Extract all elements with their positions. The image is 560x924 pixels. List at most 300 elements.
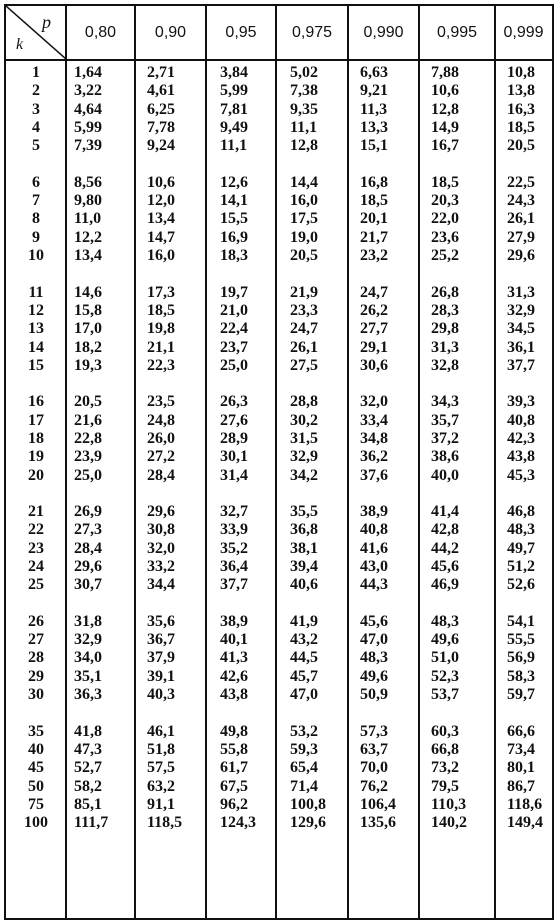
value-cell: 35,5 (290, 503, 318, 520)
value-cell: 18,5 (147, 301, 175, 319)
value-cell: 44,2 (431, 539, 459, 557)
table-row (6, 339, 552, 357)
row-k-cell: 25 (28, 576, 44, 594)
value-cell: 30,1 (220, 448, 248, 466)
corner-label-p: p (42, 12, 51, 32)
value-cell: 34,4 (147, 576, 175, 594)
table-row (6, 649, 552, 667)
value-cell: 29,6 (147, 503, 175, 520)
table-row (6, 467, 552, 485)
value-cell: 19,7 (220, 283, 248, 301)
row-k-cell: 20 (28, 466, 44, 484)
value-cell: 67,5 (220, 777, 248, 795)
value-cell: 37,7 (507, 356, 535, 374)
value-cell: 28,4 (74, 539, 102, 557)
value-cell: 33,4 (360, 411, 388, 429)
table-row (6, 540, 552, 558)
value-cell: 17,5 (290, 210, 318, 228)
value-cell: 32,7 (220, 503, 248, 520)
row-k-cell: 2 (32, 82, 40, 100)
value-cell: 20,1 (360, 210, 388, 228)
value-cell: 12,2 (74, 228, 102, 246)
value-cell: 11,1 (290, 119, 318, 137)
value-cell: 21,6 (74, 411, 102, 429)
value-cell: 49,6 (431, 631, 459, 649)
value-cell: 30,8 (147, 521, 175, 539)
corner-diagonal (6, 6, 66, 59)
row-k-cell: 40 (28, 740, 44, 758)
value-cell: 61,7 (220, 759, 248, 777)
value-cell: 40,0 (431, 466, 459, 484)
value-cell: 54,1 (507, 612, 535, 630)
value-cell: 7,88 (431, 64, 459, 81)
table-row (6, 412, 552, 430)
value-cell: 12,8 (431, 100, 459, 118)
value-cell: 31,5 (290, 429, 318, 447)
value-cell: 4,61 (147, 82, 175, 100)
value-cell: 38,9 (360, 503, 388, 520)
value-cell: 52,7 (74, 759, 102, 777)
value-cell: 66,8 (431, 740, 459, 758)
value-cell: 34,3 (431, 393, 459, 411)
table-row (6, 101, 552, 119)
value-cell: 39,4 (290, 558, 318, 576)
value-cell: 39,3 (507, 393, 535, 411)
value-cell: 49,8 (220, 722, 248, 740)
value-cell: 12,0 (147, 192, 175, 210)
value-cell: 57,5 (147, 759, 175, 777)
value-cell: 52,6 (507, 576, 535, 594)
value-cell: 13,4 (74, 247, 102, 265)
row-k-cell: 26 (28, 612, 44, 630)
row-k-cell: 18 (28, 429, 44, 447)
row-k-cell: 10 (28, 247, 44, 265)
value-cell: 50,9 (360, 686, 388, 704)
value-cell: 41,3 (220, 649, 248, 667)
row-k-cell: 27 (28, 631, 44, 649)
value-cell: 65,4 (290, 759, 318, 777)
value-cell: 20,5 (74, 393, 102, 411)
value-cell: 18,5 (507, 119, 535, 137)
value-cell: 18,3 (220, 247, 248, 265)
value-cell: 7,78 (147, 119, 175, 137)
table-row (6, 631, 552, 649)
value-cell: 53,7 (431, 686, 459, 704)
value-cell: 36,4 (220, 558, 248, 576)
value-cell: 8,56 (74, 173, 102, 191)
value-cell: 45,6 (431, 558, 459, 576)
value-cell: 18,5 (431, 173, 459, 191)
value-cell: 13,3 (360, 119, 388, 137)
value-cell: 32,9 (507, 301, 535, 319)
value-cell: 47,0 (290, 686, 318, 704)
header-cell: 0,975 (291, 24, 333, 41)
value-cell: 29,6 (74, 558, 102, 576)
row-k-cell: 11 (28, 283, 44, 301)
value-cell: 29,8 (431, 320, 459, 338)
value-cell: 44,5 (290, 649, 318, 667)
value-cell: 31,3 (507, 283, 535, 301)
table-row (6, 229, 552, 247)
value-cell: 11,0 (74, 210, 102, 228)
value-cell: 40,1 (220, 631, 248, 649)
value-cell: 31,3 (431, 338, 459, 356)
value-cell: 14,9 (431, 119, 459, 137)
value-cell: 30,7 (74, 576, 102, 594)
table-row (6, 137, 552, 155)
value-cell: 22,3 (147, 356, 175, 374)
value-cell: 18,5 (360, 192, 388, 210)
table-row (6, 613, 552, 631)
table-row (6, 723, 552, 741)
value-cell: 23,2 (360, 247, 388, 265)
value-cell: 21,7 (360, 228, 388, 246)
value-cell: 129,6 (290, 814, 326, 832)
value-cell: 30,2 (290, 411, 318, 429)
table-row (6, 210, 552, 228)
value-cell: 17,3 (147, 283, 175, 301)
value-cell: 20,3 (431, 192, 459, 210)
value-cell: 14,6 (74, 283, 102, 301)
value-cell: 40,8 (360, 521, 388, 539)
row-k-cell: 19 (28, 448, 44, 466)
value-cell: 12,8 (290, 137, 318, 155)
corner-label-k: k (16, 36, 24, 53)
value-cell: 53,2 (290, 722, 318, 740)
value-cell: 135,6 (360, 814, 396, 832)
header-cell: 0,80 (84, 24, 117, 41)
row-k-cell: 21 (28, 503, 44, 520)
value-cell: 85,1 (74, 795, 102, 813)
table-row (6, 64, 552, 82)
value-cell: 16,0 (147, 247, 175, 265)
value-cell: 10,6 (431, 82, 459, 100)
table-row (6, 521, 552, 539)
value-cell: 21,9 (290, 283, 318, 301)
value-cell: 110,3 (431, 795, 467, 813)
value-cell: 36,2 (360, 448, 388, 466)
row-k-cell: 35 (28, 722, 44, 740)
table-row (6, 778, 552, 796)
table-row (6, 430, 552, 448)
value-cell: 30,6 (360, 356, 388, 374)
value-cell: 79,5 (431, 777, 459, 795)
value-cell: 36,7 (147, 631, 175, 649)
value-cell: 37,6 (360, 466, 388, 484)
value-cell: 41,8 (74, 722, 102, 740)
value-cell: 24,7 (360, 283, 388, 301)
value-cell: 9,35 (290, 100, 318, 118)
value-cell: 28,4 (147, 466, 175, 484)
value-cell: 31,8 (74, 612, 102, 630)
value-cell: 9,24 (147, 137, 175, 155)
value-cell: 35,6 (147, 612, 175, 630)
value-cell: 19,3 (74, 356, 102, 374)
value-cell: 23,9 (74, 448, 102, 466)
value-cell: 45,7 (290, 667, 318, 685)
value-cell: 29,6 (507, 247, 535, 265)
value-cell: 60,3 (431, 722, 459, 740)
row-k-cell: 28 (28, 649, 44, 667)
table-row (6, 558, 552, 576)
row-k-cell: 16 (28, 393, 44, 411)
row-k-cell: 4 (32, 119, 40, 137)
value-cell: 70,0 (360, 759, 388, 777)
value-cell: 25,0 (220, 356, 248, 374)
value-cell: 111,7 (74, 814, 109, 832)
row-k-cell: 6 (32, 173, 40, 191)
value-cell: 14,1 (220, 192, 248, 210)
value-cell: 14,4 (290, 173, 318, 191)
value-cell: 34,0 (74, 649, 102, 667)
value-cell: 3,84 (220, 64, 248, 81)
value-cell: 5,99 (220, 82, 248, 100)
header-cell: 0,90 (154, 24, 187, 41)
value-cell: 22,8 (74, 429, 102, 447)
value-cell: 45,3 (507, 466, 535, 484)
table-row (6, 82, 552, 100)
value-cell: 29,1 (360, 338, 388, 356)
value-cell: 26,2 (360, 301, 388, 319)
value-cell: 16,0 (290, 192, 318, 210)
value-cell: 51,8 (147, 740, 175, 758)
table-row (6, 759, 552, 777)
header-cell: 0,995 (436, 24, 478, 41)
value-cell: 45,6 (360, 612, 388, 630)
chi-square-table (4, 4, 554, 920)
value-cell: 34,2 (290, 466, 318, 484)
row-k-cell: 45 (28, 759, 44, 777)
value-cell: 48,3 (507, 521, 535, 539)
table-row (6, 814, 552, 832)
value-cell: 15,1 (360, 137, 388, 155)
value-cell: 35,1 (74, 667, 102, 685)
row-k-cell: 14 (28, 338, 44, 356)
row-k-cell: 22 (28, 521, 44, 539)
value-cell: 23,7 (220, 338, 248, 356)
value-cell: 7,81 (220, 100, 248, 118)
value-cell: 36,8 (290, 521, 318, 539)
value-cell: 22,0 (431, 210, 459, 228)
value-cell: 33,2 (147, 558, 175, 576)
value-cell: 118,6 (507, 795, 543, 813)
row-k-cell: 15 (28, 356, 44, 374)
value-cell: 27,7 (360, 320, 388, 338)
value-cell: 26,1 (507, 210, 535, 228)
value-cell: 63,2 (147, 777, 175, 795)
value-cell: 32,8 (431, 356, 459, 374)
value-cell: 21,1 (147, 338, 175, 356)
value-cell: 48,3 (431, 612, 459, 630)
value-cell: 28,8 (290, 393, 318, 411)
value-cell: 24,7 (290, 320, 318, 338)
value-cell: 31,4 (220, 466, 248, 484)
value-cell: 34,8 (360, 429, 388, 447)
value-cell: 1,64 (74, 64, 102, 81)
value-cell: 46,8 (507, 503, 535, 520)
row-k-cell: 24 (28, 558, 44, 576)
value-cell: 20,5 (290, 247, 318, 265)
value-cell: 76,2 (360, 777, 388, 795)
value-cell: 57,3 (360, 722, 388, 740)
value-cell: 15,5 (220, 210, 248, 228)
value-cell: 13,4 (147, 210, 175, 228)
value-cell: 26,3 (220, 393, 248, 411)
value-cell: 16,8 (360, 173, 388, 191)
table-row (6, 393, 552, 411)
value-cell: 19,0 (290, 228, 318, 246)
value-cell: 44,3 (360, 576, 388, 594)
value-cell: 40,6 (290, 576, 318, 594)
table-row (6, 192, 552, 210)
value-cell: 41,6 (360, 539, 388, 557)
value-cell: 6,25 (147, 100, 175, 118)
value-cell: 20,5 (507, 137, 535, 155)
value-cell: 66,6 (507, 722, 535, 740)
value-cell: 6,63 (360, 64, 388, 81)
table-row (6, 302, 552, 320)
row-k-cell: 75 (28, 795, 44, 813)
table-row (6, 119, 552, 137)
value-cell: 73,4 (507, 740, 535, 758)
row-k-cell: 29 (28, 667, 44, 685)
value-cell: 16,9 (220, 228, 248, 246)
value-cell: 32,0 (360, 393, 388, 411)
value-cell: 27,2 (147, 448, 175, 466)
value-cell: 11,3 (360, 100, 388, 118)
table-header (6, 6, 552, 61)
value-cell: 19,8 (147, 320, 175, 338)
value-cell: 80,1 (507, 759, 535, 777)
value-cell: 59,3 (290, 740, 318, 758)
value-cell: 100,8 (290, 795, 326, 813)
value-cell: 49,7 (507, 539, 535, 557)
value-cell: 16,7 (431, 137, 459, 155)
header-cell: 0,999 (503, 24, 544, 41)
value-cell: 24,3 (507, 192, 535, 210)
value-cell: 21,0 (220, 301, 248, 319)
value-cell: 46,9 (431, 576, 459, 594)
value-cell: 10,8 (507, 64, 535, 81)
value-cell: 11,1 (220, 137, 248, 155)
value-cell: 28,3 (431, 301, 459, 319)
value-cell: 27,6 (220, 411, 248, 429)
table-row (6, 284, 552, 302)
value-cell: 12,6 (220, 173, 248, 191)
value-cell: 55,5 (507, 631, 535, 649)
row-k-cell: 5 (32, 137, 40, 155)
value-cell: 38,6 (431, 448, 459, 466)
row-k-cell: 1 (32, 64, 40, 81)
value-cell: 46,1 (147, 722, 175, 740)
row-k-cell: 30 (28, 686, 44, 704)
header-cell: 0,990 (363, 24, 404, 41)
value-cell: 2,71 (147, 64, 175, 81)
value-cell: 118,5 (147, 814, 183, 832)
row-k-cell: 7 (32, 192, 40, 210)
value-cell: 14,7 (147, 228, 175, 246)
value-cell: 140,2 (431, 814, 467, 832)
value-cell: 33,9 (220, 521, 248, 539)
value-cell: 25,0 (74, 466, 102, 484)
value-cell: 23,3 (290, 301, 318, 319)
table-row (6, 247, 552, 265)
value-cell: 3,22 (74, 82, 102, 100)
value-cell: 86,7 (507, 777, 535, 795)
value-cell: 55,8 (220, 740, 248, 758)
value-cell: 96,2 (220, 795, 248, 813)
table-row (6, 174, 552, 192)
value-cell: 15,8 (74, 301, 102, 319)
value-cell: 26,1 (290, 338, 318, 356)
row-k-cell: 100 (24, 814, 48, 832)
value-cell: 4,64 (74, 100, 102, 118)
value-cell: 32,9 (74, 631, 102, 649)
row-k-cell: 8 (32, 210, 40, 228)
value-cell: 34,5 (507, 320, 535, 338)
value-cell: 27,3 (74, 521, 102, 539)
value-cell: 106,4 (360, 795, 396, 813)
row-k-cell: 13 (28, 320, 44, 338)
value-cell: 49,6 (360, 667, 388, 685)
value-cell: 38,9 (220, 612, 248, 630)
value-cell: 37,9 (147, 649, 175, 667)
value-cell: 28,9 (220, 429, 248, 447)
value-cell: 43,8 (507, 448, 535, 466)
value-cell: 22,5 (507, 173, 535, 191)
value-cell: 91,1 (147, 795, 175, 813)
value-cell: 7,38 (290, 82, 318, 100)
value-cell: 71,4 (290, 777, 318, 795)
value-cell: 58,2 (74, 777, 102, 795)
value-cell: 38,1 (290, 539, 318, 557)
value-cell: 56,9 (507, 649, 535, 667)
value-cell: 37,7 (220, 576, 248, 594)
value-cell: 51,2 (507, 558, 535, 576)
value-cell: 16,3 (507, 100, 535, 118)
table-row (6, 448, 552, 466)
value-cell: 36,3 (74, 686, 102, 704)
value-cell: 47,3 (74, 740, 102, 758)
value-cell: 24,8 (147, 411, 175, 429)
value-cell: 52,3 (431, 667, 459, 685)
value-cell: 58,3 (507, 667, 535, 685)
value-cell: 9,49 (220, 119, 248, 137)
value-cell: 9,80 (74, 192, 102, 210)
value-cell: 10,6 (147, 173, 175, 191)
value-cell: 17,0 (74, 320, 102, 338)
value-cell: 43,2 (290, 631, 318, 649)
table-row (6, 503, 552, 521)
value-cell: 25,2 (431, 247, 459, 265)
value-cell: 27,9 (507, 228, 535, 246)
value-cell: 37,2 (431, 429, 459, 447)
value-cell: 48,3 (360, 649, 388, 667)
value-cell: 42,8 (431, 521, 459, 539)
table-row (6, 686, 552, 704)
value-cell: 41,4 (431, 503, 459, 520)
value-cell: 149,4 (507, 814, 543, 832)
value-cell: 18,2 (74, 338, 102, 356)
table-row (6, 320, 552, 338)
table-row (6, 741, 552, 759)
header-cell: 0,95 (225, 24, 257, 41)
value-cell: 32,9 (290, 448, 318, 466)
value-cell: 41,9 (290, 612, 318, 630)
table-row (6, 668, 552, 686)
value-cell: 27,5 (290, 356, 318, 374)
row-k-cell: 12 (28, 301, 44, 319)
